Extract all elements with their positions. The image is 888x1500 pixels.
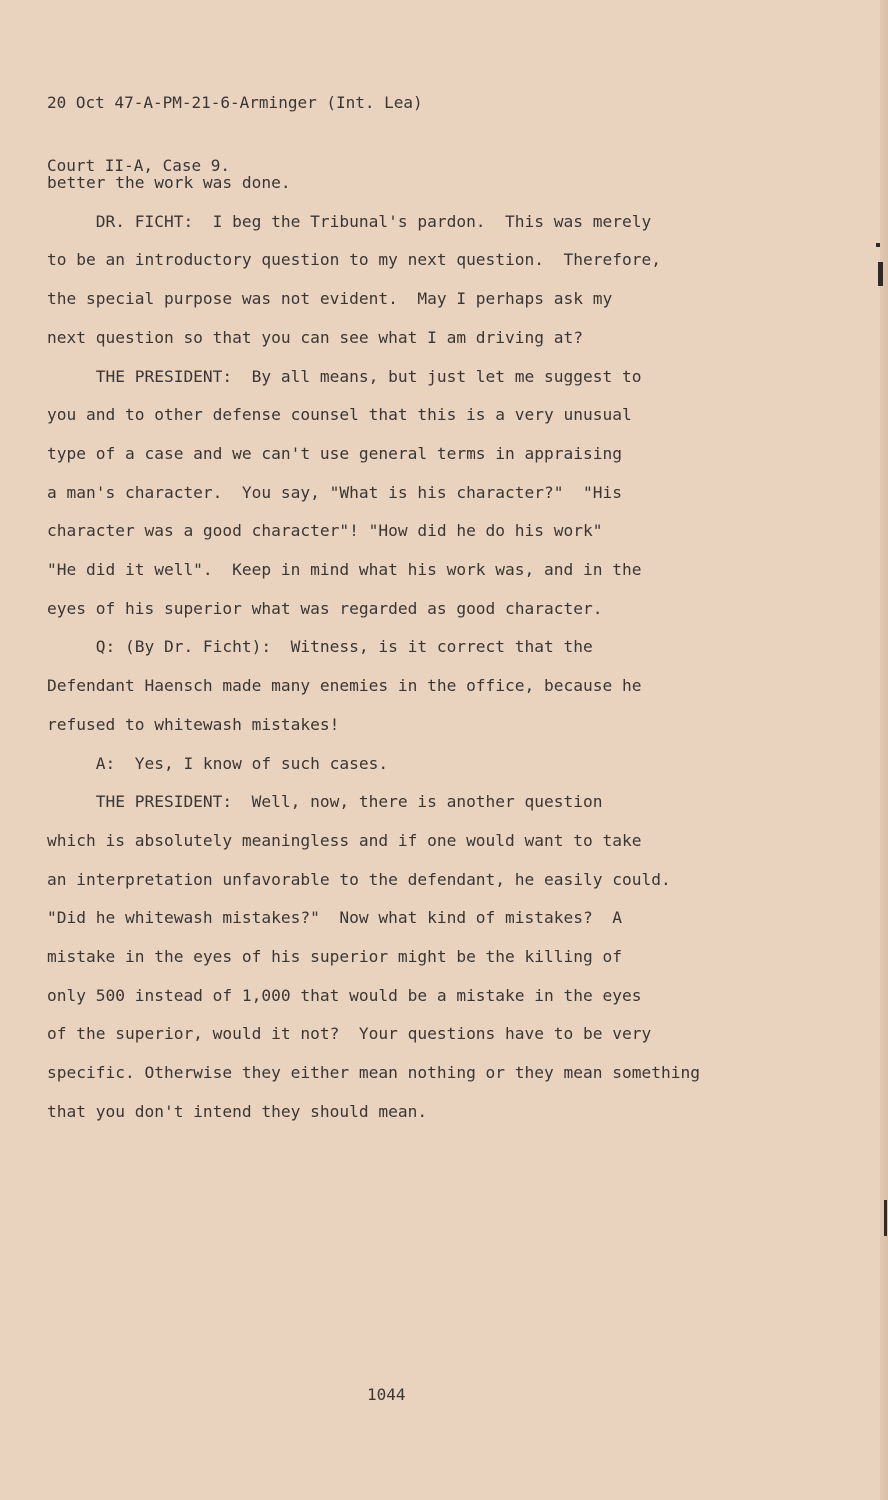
text-line: the special purpose was not evident. May I perhaps ask my (47, 289, 613, 309)
header-line-1: 20 Oct 47-A-PM-21-6-Arminger (Int. Lea) (47, 93, 423, 112)
text-line: DR. FICHT: I beg the Tribunal's pardon. This was merely (47, 211, 652, 231)
text-line: you and to other defense counsel that this is a very unusual (47, 405, 632, 425)
text-line: character was a good character"! "How did he do his work" (47, 521, 603, 541)
text-line: that you don't intend they should mean. (47, 1101, 428, 1121)
text-line: next question so that you can see what I am driving at? (47, 327, 584, 347)
text-line: which is absolutely meaningless and if one would want to take (47, 830, 642, 850)
text-line: eyes of his superior what was regarded as good character. (47, 598, 603, 618)
text-line: Q: (By Dr. Ficht): Witness, is it correct that the (47, 637, 593, 657)
text-line: an interpretation unfavorable to the defendant, he easily could. (47, 869, 671, 889)
text-line: A: Yes, I know of such cases. (47, 753, 389, 773)
text-line: "Did he whitewash mistakes?" Now what kind of mistakes? A (47, 908, 622, 928)
page-number: 1044 (367, 1385, 406, 1404)
margin-mark (884, 1200, 887, 1236)
margin-mark (878, 262, 883, 286)
header-line-2: Court II-A, Case 9. (47, 156, 231, 175)
text-line: specific. Otherwise they either mean nothing or they mean something (47, 1063, 700, 1083)
text-line: Defendant Haensch made many enemies in the office, because he (47, 676, 642, 696)
text-line: mistake in the eyes of his superior might be the killing of (47, 947, 622, 967)
page-edge (880, 0, 888, 1500)
text-line: of the superior, would it not? Your questions have to be very (47, 1024, 652, 1044)
text-line: to be an introductory question to my next question. Therefore, (47, 250, 661, 270)
text-line: refused to whitewash mistakes! (47, 714, 340, 734)
text-line: "He did it well". Keep in mind what his work was, and in the (47, 560, 642, 580)
text-line: THE PRESIDENT: Well, now, there is another question (47, 792, 603, 812)
text-line: type of a case and we can't use general terms in appraising (47, 443, 622, 463)
text-line: better the work was done. (47, 173, 291, 192)
text-line: a man's character. You say, "What is his character?" "His (47, 482, 622, 502)
margin-mark (876, 243, 880, 247)
text-line: THE PRESIDENT: By all means, but just let me suggest to (47, 366, 642, 386)
transcript-body (47, 164, 837, 1132)
text-line: only 500 instead of 1,000 that would be a mistake in the eyes (47, 985, 642, 1005)
